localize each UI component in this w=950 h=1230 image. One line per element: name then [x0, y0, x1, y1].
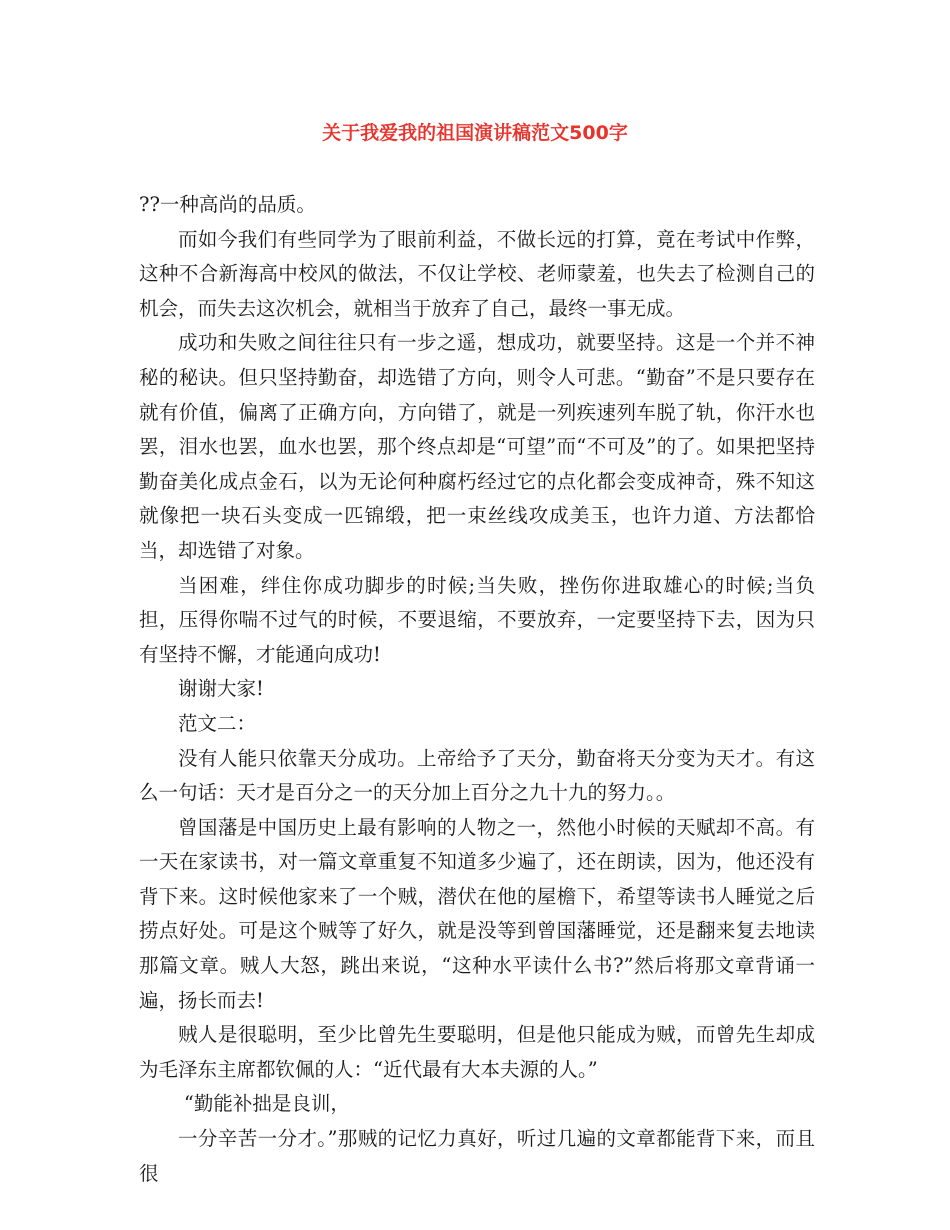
paragraph-9: 贼人是很聪明，至少比曾先生要聪明，但是他只能成为贼，而曾先生却成为毛泽东主席都钦佩的人：“近代最有大本夫源的人。” [139, 1023, 815, 1081]
paragraph-11: 一分辛苦一分才。”那贼的记忆力真好，听过几遍的文章都能背下来，而且很 [139, 1127, 815, 1185]
document-title: 关于我爱我的祖国演讲稿范文500字 [322, 122, 628, 144]
paragraph-4: 当困难，绊住你成功脚步的时候;当失败，挫伤你进取雄心的时候;当负担，压得你喘不过气的时候，不要退缩，不要放弃，一定要坚持下去，因为只有坚持不懈，才能通向成功! [139, 573, 815, 666]
paragraph-10: “勤能补拙是良训， [183, 1092, 350, 1116]
paragraph-6: 范文二： [178, 711, 257, 735]
paragraph-3: 成功和失败之间往往只有一步之遥，想成功，就要坚持。这是一个并不神秘的秘诀。但只坚持勤奋，却选错了方向，则令人可悲。“勤奋”不是只要存在就有价值，偏离了正确方向，方向错了，就是一列疾速列车脱了轨，你汗水也罢，泪水也罢，血水也罢，那个终点却是“可望”而“不可及”的了。如果把坚持勤奋美化成点金石，以为无论何种腐朽经过它的点化都会变成神奇，殊不知这就像把一块石头变成一匹锦缎，把一束丝线攻成美玉，也许力道、方法都恰当，却选错了对象。 [139, 331, 815, 562]
paragraph-1: ??一种高尚的品质。 [139, 193, 316, 216]
paragraph-7: 没有人能只依靠天分成功。上帝给予了天分，勤奋将天分变为天才。有这么一句话：天才是百分之一的天分加上百分之九十九的努力。。 [139, 746, 815, 805]
document-body [139, 188, 815, 1191]
paragraph-5: 谢谢大家! [178, 677, 264, 701]
paragraph-2: 而如今我们有些同学为了眼前利益，不做长远的打算，竟在考试中作弊，这种不合新海高中校风的做法，不仅让学校、老师蒙羞，也失去了检测自己的机会，而失去这次机会，就相当于放弃了自己，最终一事无成。 [139, 227, 815, 320]
paragraph-8: 曾国藩是中国历史上最有影响的人物之一，然他小时候的天赋却不高。有一天在家读书，对一篇文章重复不知道多少遍了，还在朗读，因为，他还没有背下来。这时候他家来了一个贼，潜伏在他的屋檐下，希望等读书人睡觉之后捞点好处。可是这个贼等了好久，就是没等到曾国藩睡觉，还是翻来复去地读那篇文章。贼人大怒，跳出来说，“这种水平读什么书?”然后将那文章背诵一遍，扬长而去! [139, 815, 815, 1012]
